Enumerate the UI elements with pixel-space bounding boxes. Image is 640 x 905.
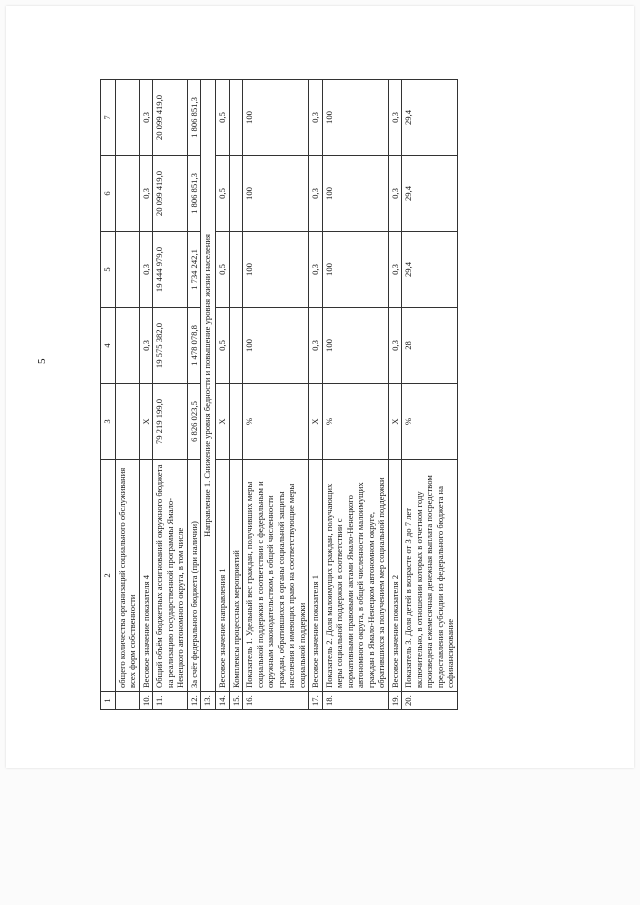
value-cell: 20 099 419,0: [153, 80, 187, 156]
value-cell: 0,5: [216, 156, 229, 232]
row-number: [116, 692, 140, 710]
row-number: 12.: [187, 692, 200, 710]
value-cell: [229, 232, 242, 308]
row-number: 18.: [322, 692, 388, 710]
value-cell: [229, 80, 242, 156]
value-cell: 1 806 851,3: [187, 80, 200, 156]
value-cell: %: [322, 384, 388, 460]
row-number: 20.: [402, 692, 457, 710]
value-cell: 1 478 078,8: [187, 308, 200, 384]
row-name: Весовое значение показателя 4: [139, 460, 152, 692]
value-cell: [229, 156, 242, 232]
value-cell: 79 219 199,0: [153, 384, 187, 460]
value-cell: 29,4: [402, 232, 457, 308]
value-cell: [116, 384, 140, 460]
value-cell: 0,3: [388, 156, 401, 232]
section-row: [201, 80, 216, 710]
row-name: Показатель 1. Удельный вес граждан, получивших меры социальной поддержки в соответствии с федеральным и окружным законодательством, в общей численности граждан, обратившихся в органы социальной защиты населения и имеющих право на соответствующие меры социальной поддержки: [243, 460, 309, 692]
value-cell: 19 575 382,0: [153, 308, 187, 384]
value-cell: 100: [243, 308, 309, 384]
row-name: Весовое значение показателя 2: [388, 460, 401, 692]
row-number: 14.: [216, 692, 229, 710]
value-cell: 0,5: [216, 80, 229, 156]
header-row: [101, 80, 116, 710]
value-cell: 100: [243, 80, 309, 156]
value-cell: 0,3: [309, 308, 322, 384]
value-cell: X: [309, 384, 322, 460]
value-cell: X: [139, 384, 152, 460]
value-cell: %: [243, 384, 309, 460]
value-cell: [116, 308, 140, 384]
value-cell: 0,3: [309, 80, 322, 156]
value-cell: 1 734 242,1: [187, 232, 200, 308]
indicators-table: [100, 79, 458, 710]
value-cell: 0,3: [139, 308, 152, 384]
value-cell: [116, 232, 140, 308]
value-cell: 100: [243, 156, 309, 232]
header-cell: 1: [101, 692, 116, 710]
row-name: Комплексы процессных мероприятий: [229, 460, 242, 692]
value-cell: 0,5: [216, 308, 229, 384]
value-cell: 19 444 979,0: [153, 232, 187, 308]
value-cell: 0,3: [139, 80, 152, 156]
row-number: 16.: [243, 692, 309, 710]
page-number: 5: [36, 358, 48, 364]
table-row: [229, 80, 242, 710]
value-cell: 100: [322, 308, 388, 384]
value-cell: 1 806 851,3: [187, 156, 200, 232]
header-cell: 5: [101, 232, 116, 308]
table-row: [388, 80, 401, 710]
value-cell: [229, 384, 242, 460]
table-row: [322, 80, 388, 710]
row-name: Общий объём бюджетных ассигнований окружного бюджета на реализацию государственной программы Ямало-Ненецкого автономного округа, в том числе: [153, 460, 187, 692]
value-cell: 0,3: [139, 232, 152, 308]
table-row: [187, 80, 200, 710]
value-cell: X: [216, 384, 229, 460]
value-cell: 100: [322, 80, 388, 156]
value-cell: 29,4: [402, 80, 457, 156]
table-row: [153, 80, 187, 710]
row-name: Весовое значение показателя 1: [309, 460, 322, 692]
header-cell: 2: [101, 460, 116, 692]
header-cell: 4: [101, 308, 116, 384]
value-cell: [116, 156, 140, 232]
rotated-table-container: [100, 80, 630, 710]
header-cell: 7: [101, 80, 116, 156]
row-name: Весовое значение направления 1: [216, 460, 229, 692]
value-cell: 0,3: [388, 308, 401, 384]
row-number: 15.: [229, 692, 242, 710]
value-cell: 20 099 419,0: [153, 156, 187, 232]
header-cell: 3: [101, 384, 116, 460]
value-cell: 0,5: [216, 232, 229, 308]
value-cell: 0,3: [388, 80, 401, 156]
row-number: 13.: [201, 692, 216, 710]
row-number: 11.: [153, 692, 187, 710]
value-cell: 0,3: [388, 232, 401, 308]
row-name: Показатель 3. Доля детей в возрасте от 3 до 7 лет включительно, в отношении которых в отчетном году произведена ежемесячная денежная выплата посредством предоставления субсидии из федерального бюджета на софинансирование: [402, 460, 457, 692]
value-cell: 0,3: [309, 232, 322, 308]
value-cell: [229, 308, 242, 384]
header-cell: 6: [101, 156, 116, 232]
table-row: [402, 80, 457, 710]
value-cell: %: [402, 384, 457, 460]
value-cell: 100: [322, 156, 388, 232]
table-row: [139, 80, 152, 710]
table-row: [243, 80, 309, 710]
row-name: общего количества организаций социального обслуживания всех форм собственности: [116, 460, 140, 692]
value-cell: 28: [402, 308, 457, 384]
value-cell: 6 826 023,5: [187, 384, 200, 460]
value-cell: 100: [322, 232, 388, 308]
value-cell: 29,4: [402, 156, 457, 232]
section-title: Направление 1. Снижение уровня бедности и повышение уровня жизни населения: [201, 80, 216, 692]
table-row: [309, 80, 322, 710]
table-row: [116, 80, 140, 710]
table-row: [216, 80, 229, 710]
value-cell: 0,3: [139, 156, 152, 232]
row-number: 10.: [139, 692, 152, 710]
value-cell: [116, 80, 140, 156]
value-cell: 0,3: [309, 156, 322, 232]
row-number: 19.: [388, 692, 401, 710]
row-name: Показатель 2. Доля малоимущих граждан, получающих меры социальной поддержки в соответствии с нормативными правовыми актами Ямало-Ненецкого автономного округа, в общей численности малоимущих граждан в Ямало-Ненецком автономном округе, обратившихся за получением мер социальной поддержки: [322, 460, 388, 692]
row-name: За счёт федерального бюджета (при наличии): [187, 460, 200, 692]
value-cell: 100: [243, 232, 309, 308]
value-cell: X: [388, 384, 401, 460]
row-number: 17.: [309, 692, 322, 710]
